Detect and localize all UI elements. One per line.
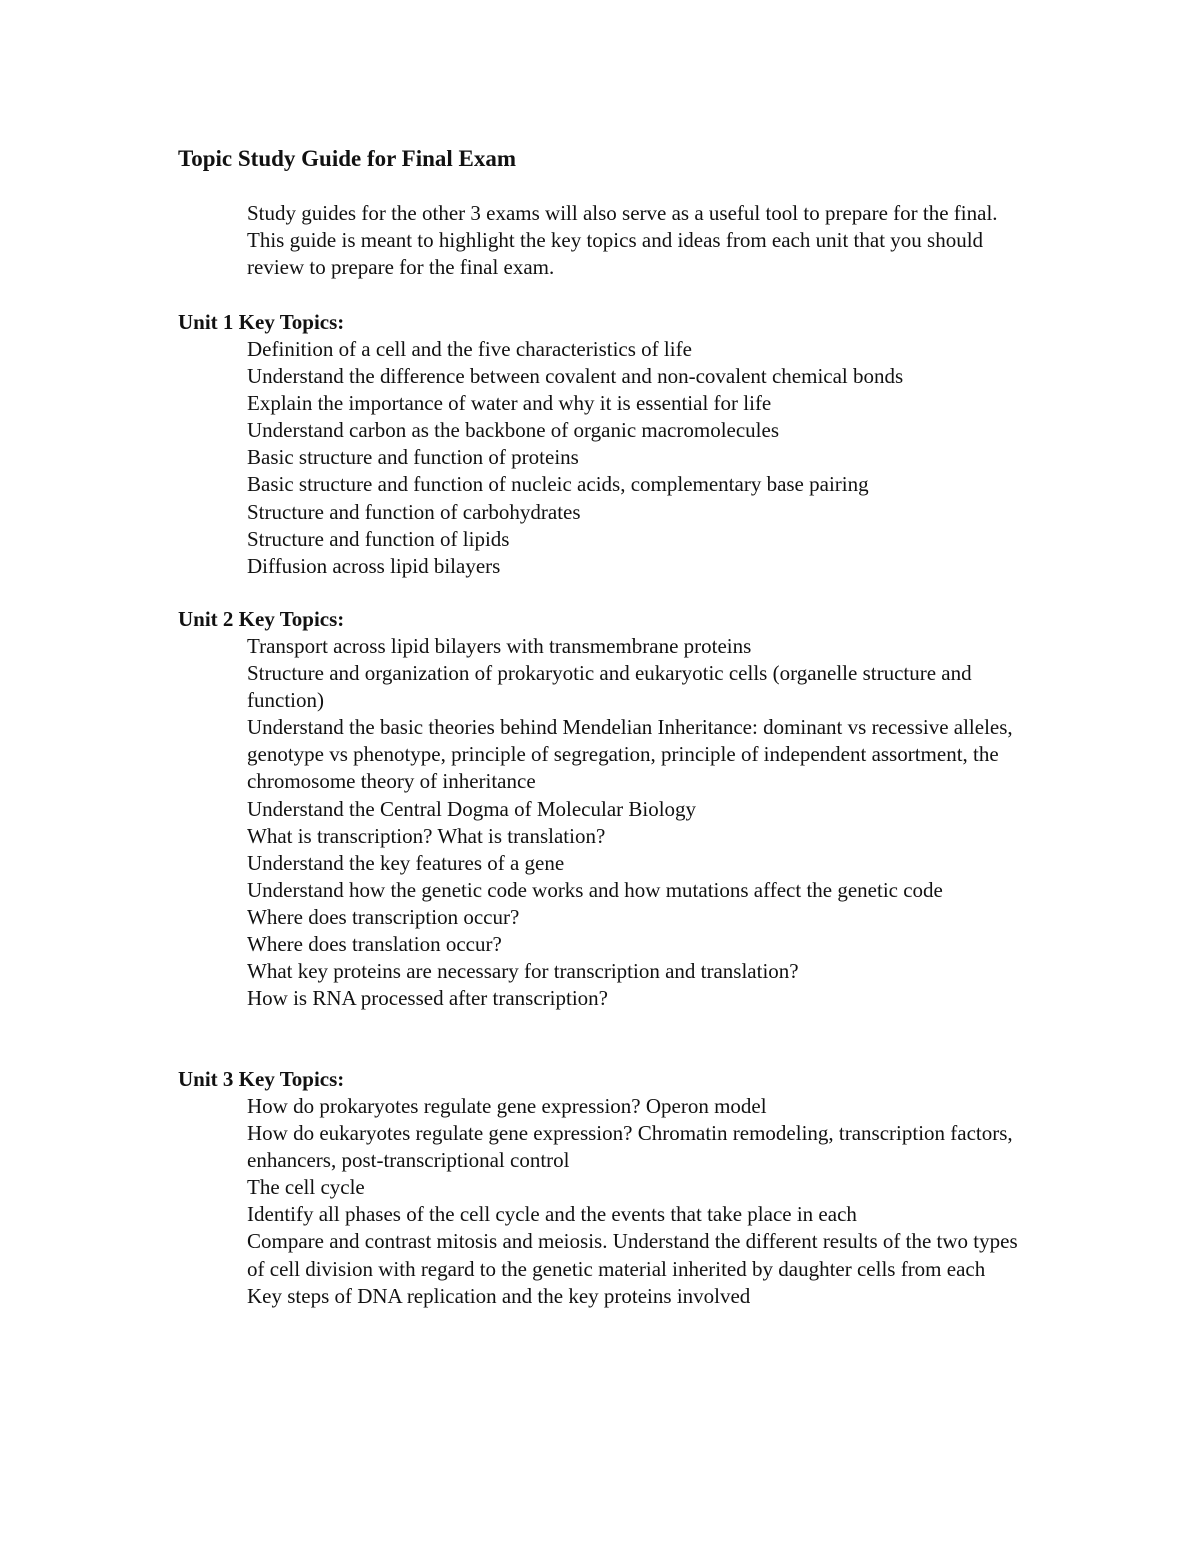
unit-3-heading: Unit 3 Key Topics: bbox=[178, 1067, 345, 1091]
unit-2-heading: Unit 2 Key Topics: bbox=[178, 607, 345, 631]
unit-1-heading: Unit 1 Key Topics: bbox=[178, 310, 345, 334]
topic-item: The cell cycle bbox=[247, 1175, 365, 1200]
topic-item: Definition of a cell and the five characteristics of life bbox=[247, 337, 692, 361]
topic-item: Understand the basic theories behind Mendelian Inheritance: dominant vs recessive alleles, genotype vs phenotype, principle of segregation, principle of independent assortment, the chromosome theory of inheritance bbox=[247, 715, 1013, 794]
unit-2-topic-list bbox=[178, 633, 1037, 1012]
topic-item: Diffusion across lipid bilayers bbox=[247, 553, 501, 578]
topic-item: How do prokaryotes regulate gene expression? Operon model bbox=[247, 1094, 767, 1118]
document-title: Topic Study Guide for Final Exam bbox=[178, 146, 517, 171]
topic-item: What is transcription? What is translation? bbox=[247, 823, 606, 848]
topic-item: Where does translation occur? bbox=[247, 932, 502, 957]
topic-item: What key proteins are necessary for transcription and translation? bbox=[247, 959, 799, 984]
intro-paragraph: Study guides for the other 3 exams will also serve as a useful tool to prepare for the final. This guide is meant to highlight the key topics and ideas from each unit that you should review to prepare for the final exam. bbox=[247, 201, 998, 279]
unit-1-section bbox=[178, 309, 1058, 580]
topic-item: Structure and organization of prokaryotic and eukaryotic cells (organelle structure and function) bbox=[247, 661, 972, 713]
topic-item: Key steps of DNA replication and the key proteins involved bbox=[247, 1283, 751, 1308]
topic-item: Where does transcription occur? bbox=[247, 904, 520, 929]
topic-item: Identify all phases of the cell cycle and the events that take place in each bbox=[247, 1202, 857, 1227]
topic-item: Basic structure and function of nucleic acids, complementary base pairing bbox=[247, 472, 869, 497]
unit-2-section bbox=[178, 606, 1058, 1012]
topic-item: Understand the Central Dogma of Molecular Biology bbox=[247, 796, 697, 821]
unit-3-topic-list bbox=[178, 1093, 1037, 1310]
topic-item: Compare and contrast mitosis and meiosis. Understand the different results of the two types of cell division with regard to the genetic material inherited by daughter cells from each bbox=[247, 1229, 1018, 1281]
topic-item: Transport across lipid bilayers with transmembrane proteins bbox=[247, 634, 752, 658]
topic-item: Basic structure and function of proteins bbox=[247, 445, 579, 470]
unit-3-section bbox=[178, 1066, 1058, 1310]
topic-item: Explain the importance of water and why it is essential for life bbox=[247, 391, 772, 416]
topic-item: Structure and function of lipids bbox=[247, 526, 510, 551]
topic-item: Understand the difference between covalent and non-covalent chemical bonds bbox=[247, 364, 904, 389]
topic-item: How do eukaryotes regulate gene expression? Chromatin remodeling, transcription factors, enhancers, post-transcriptional control bbox=[247, 1121, 1013, 1173]
topic-item: Understand how the genetic code works and how mutations affect the genetic code bbox=[247, 877, 943, 902]
topic-item: Structure and function of carbohydrates bbox=[247, 499, 581, 524]
unit-1-topic-list bbox=[178, 336, 1037, 580]
topic-item: Understand the key features of a gene bbox=[247, 850, 565, 875]
topic-item: Understand carbon as the backbone of organic macromolecules bbox=[247, 418, 779, 443]
topic-item: How is RNA processed after transcription? bbox=[247, 986, 608, 1011]
